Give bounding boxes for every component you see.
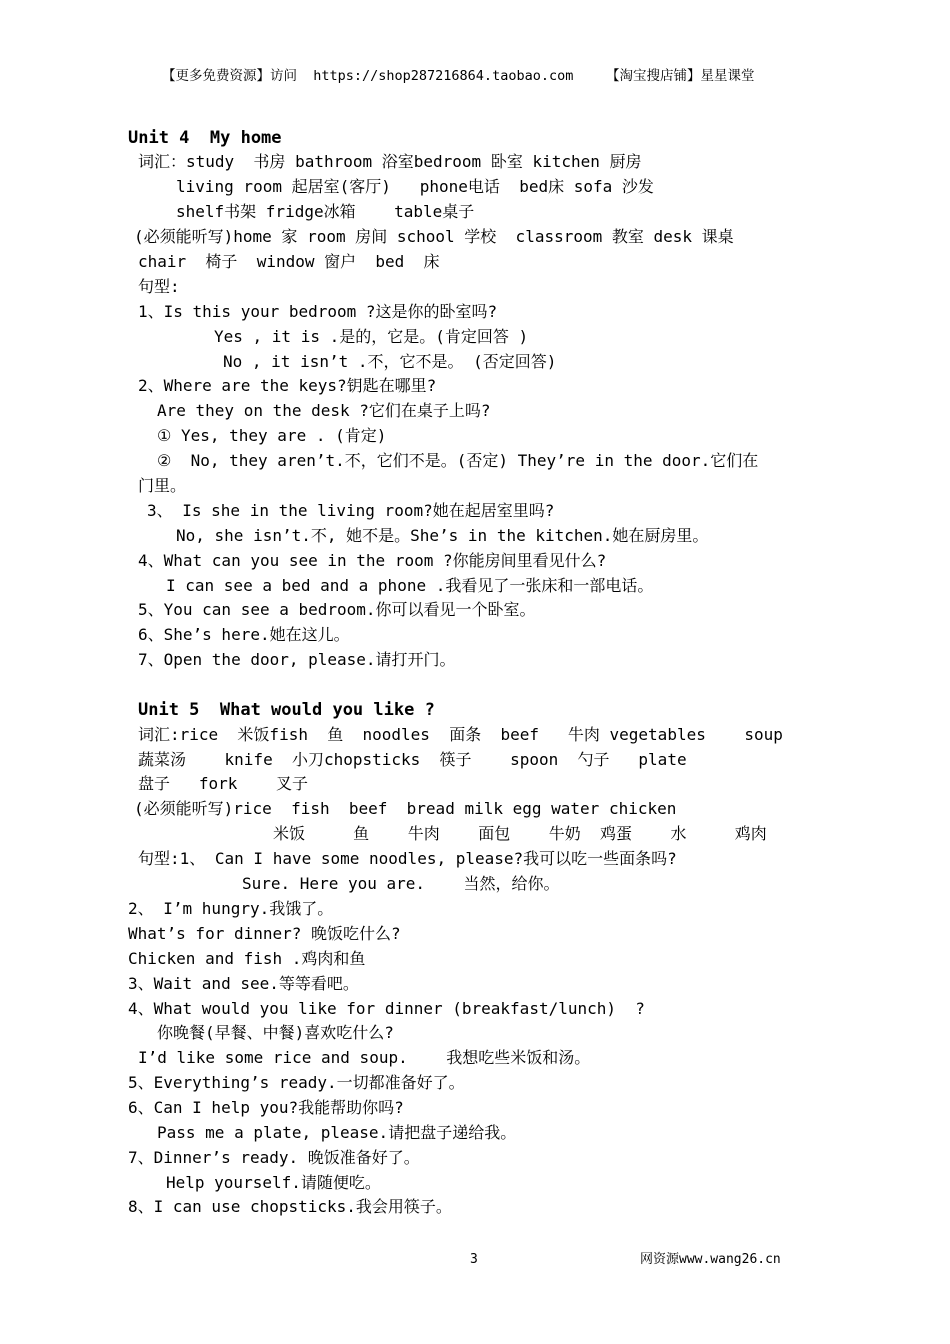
unit4-line: ① Yes, they are . (肯定) (157, 426, 387, 445)
unit5-line: Help yourself.请随便吃。 (166, 1173, 381, 1192)
unit4-line: 2、Where are the keys?钥匙在哪里? (138, 376, 437, 395)
unit5-line: Pass me a plate, please.请把盘子递给我。 (157, 1123, 517, 1142)
unit4-line: 词汇：study 书房 bathroom 浴室bedroom 卧室 kitchen 厨房 (138, 152, 642, 171)
footer-source: 网资源www.wang26.cn (640, 1252, 781, 1267)
unit5-line: What’s for dinner? 晚饭吃什么? (128, 924, 401, 943)
unit5-line: 7、Dinner’s ready. 晚饭准备好了。 (128, 1148, 420, 1167)
unit5-line: 4、What would you like for dinner (breakfast/lunch) ? (128, 999, 645, 1018)
header-left: 【更多免费资源】访问 https://shop287216864.taobao.com (162, 68, 574, 84)
unit5-line: 3、Wait and see.等等看吧。 (128, 974, 359, 993)
unit4-line: No , it isn’t .不，它不是。 (否定回答) (223, 352, 557, 371)
unit5-line: 6、Can I help you?我能帮助你吗? (128, 1098, 404, 1117)
header-right: 【淘宝搜店铺】星星课堂 (606, 68, 755, 84)
unit5-line: Chicken and fish .鸡肉和鱼 (128, 949, 366, 968)
unit4-line: 7、Open the door, please.请打开门。 (138, 650, 456, 669)
unit5-line: 句型:1、 Can I have some noodles, please?我可以吃一些面条吗? (138, 849, 677, 868)
page-number: 3 (470, 1252, 478, 1267)
unit4-title: Unit 4 My home (128, 128, 282, 148)
unit4-line: chair 椅子 window 窗户 bed 床 (138, 252, 440, 271)
unit5-line: 2、 I’m hungry.我饿了。 (128, 899, 334, 918)
unit5-line: 8、I can use chopsticks.我会用筷子。 (128, 1197, 452, 1216)
unit5-line: 词汇:rice 米饭fish 鱼 noodles 面条 beef 牛肉 vegetables soup (138, 725, 783, 744)
unit5-line: Sure. Here you are. 当然，给你。 (242, 874, 560, 893)
unit5-line: I’d like some rice and soup. 我想吃些米饭和汤。 (138, 1048, 591, 1067)
unit5-line: 盘子 fork 叉子 (138, 774, 308, 793)
unit4-line: No, she isn’t.不, 她不是。She’s in the kitchen.她在厨房里。 (176, 526, 709, 545)
unit4-line: 1、Is this your bedroom ?这是你的卧室吗? (138, 302, 498, 321)
unit4-line: 3、 Is she in the living room?她在起居室里吗? (147, 501, 555, 520)
unit4-line: 4、What can you see in the room ?你能房间里看见什么? (138, 551, 607, 570)
unit5-line: 你晚餐(早餐、中餐)喜欢吃什么? (157, 1023, 394, 1042)
unit4-line: ② No, they aren’t.不，它们不是。(否定) They’re in the door.它们在 (157, 451, 759, 470)
unit4-line: 门里。 (138, 476, 187, 495)
unit5-line: (必须能听写)rice fish beef bread milk egg water chicken (134, 799, 677, 818)
unit5-line: 蔬菜汤 knife 小刀chopsticks 筷子 spoon 勺子 plate (138, 750, 687, 769)
unit5-line: 米饭 鱼 牛肉 面包 牛奶 鸡蛋 水 鸡肉 (273, 824, 767, 843)
unit5-title: Unit 5 What would you like ? (138, 700, 435, 720)
unit4-line: 句型: (138, 277, 180, 296)
unit4-line: Are they on the desk ?它们在桌子上吗? (157, 401, 491, 420)
unit4-line: 6、She’s here.她在这儿。 (138, 625, 350, 644)
unit4-line: Yes , it is .是的，它是。(肯定回答 ) (214, 327, 529, 346)
unit4-line: I can see a bed and a phone .我看见了一张床和一部电话。 (166, 576, 654, 595)
unit4-line: (必须能听写)home 家 room 房间 school 学校 classroom 教室 desk 课桌 (134, 227, 734, 246)
unit4-line: living room 起居室(客厅) phone电话 bed床 sofa 沙发 (176, 177, 654, 196)
unit4-line: shelf书架 fridge冰箱 table桌子 (176, 202, 475, 221)
unit4-line: 5、You can see a bedroom.你可以看见一个卧室。 (138, 600, 536, 619)
unit5-line: 5、Everything’s ready.一切都准备好了。 (128, 1073, 465, 1092)
